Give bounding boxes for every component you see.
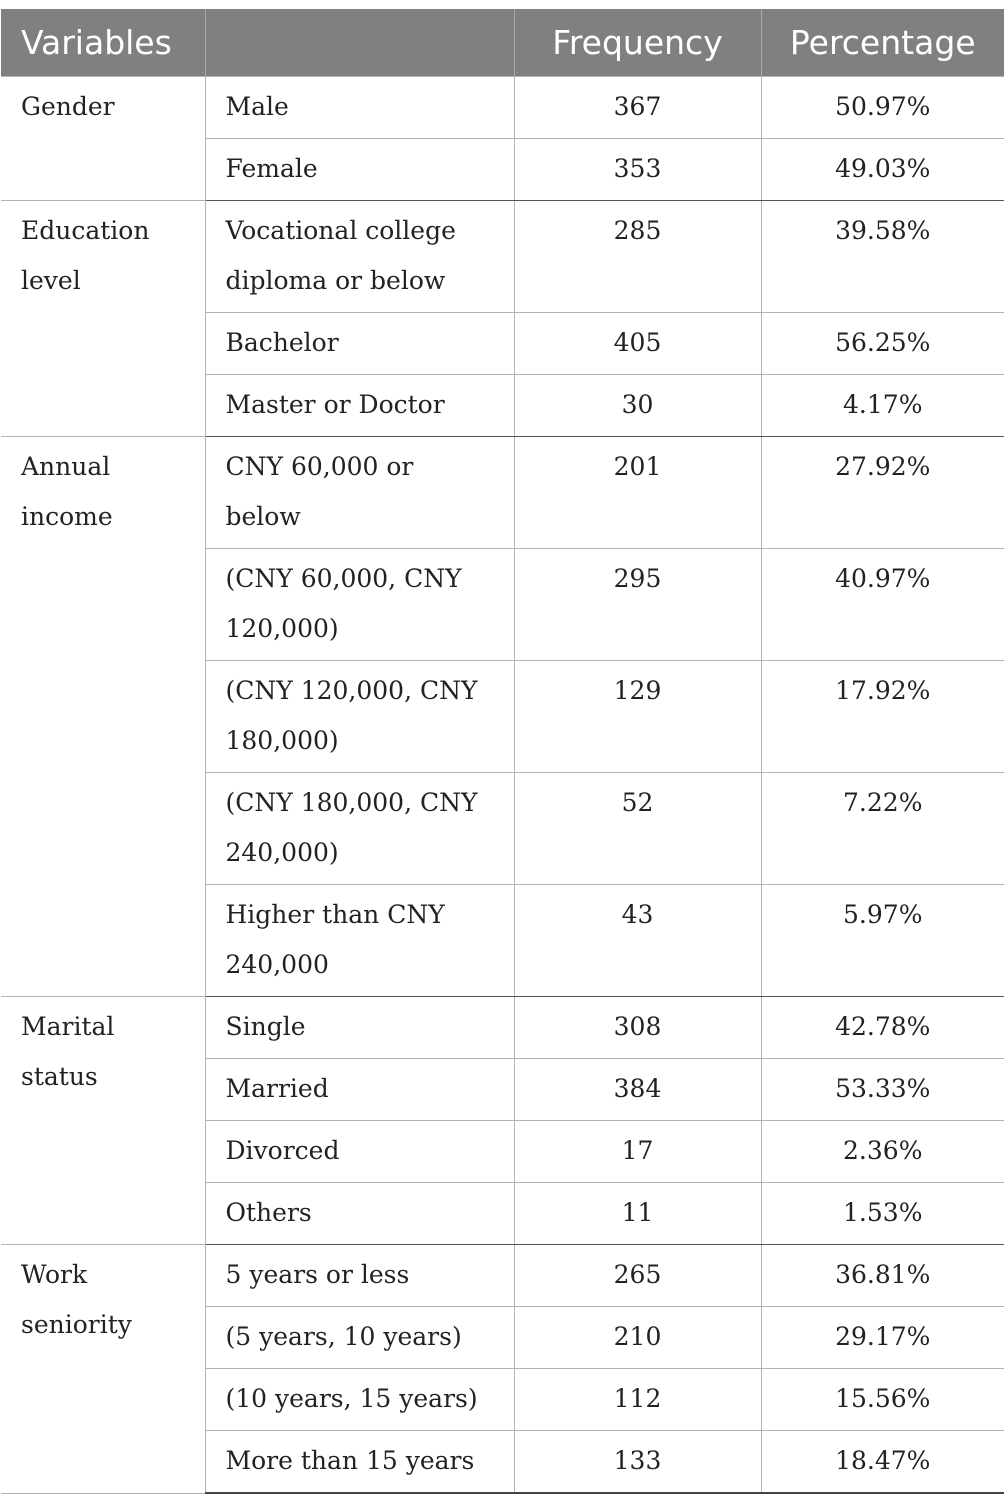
frequency-cell: 129: [514, 661, 761, 773]
percentage-cell: 49.03%: [761, 139, 1004, 201]
category-cell: Master or Doctor: [205, 375, 514, 437]
frequency-cell: 405: [514, 313, 761, 375]
percentage-cell: 7.22%: [761, 773, 1004, 885]
frequency-cell: 367: [514, 77, 761, 139]
variable-cell: Marital status: [1, 997, 205, 1245]
variable-cell: Gender: [1, 77, 205, 201]
table-row: [1, 1245, 1004, 1307]
variable-cell: Annual income: [1, 437, 205, 997]
frequency-cell: 112: [514, 1369, 761, 1431]
percentage-cell: 4.17%: [761, 375, 1004, 437]
frequency-cell: 52: [514, 773, 761, 885]
category-cell: Higher than CNY 240,000: [205, 885, 514, 997]
table-row: [1, 201, 1004, 313]
percentage-cell: 2.36%: [761, 1121, 1004, 1183]
percentage-cell: 50.97%: [761, 77, 1004, 139]
category-cell: (10 years, 15 years): [205, 1369, 514, 1431]
category-cell: More than 15 years: [205, 1431, 514, 1494]
table-body: [1, 77, 1004, 1494]
category-cell: (CNY 120,000, CNY 180,000): [205, 661, 514, 773]
category-cell: Divorced: [205, 1121, 514, 1183]
frequency-cell: 30: [514, 375, 761, 437]
frequency-cell: 17: [514, 1121, 761, 1183]
frequency-cell: 133: [514, 1431, 761, 1494]
frequency-cell: 384: [514, 1059, 761, 1121]
category-cell: Female: [205, 139, 514, 201]
percentage-cell: 53.33%: [761, 1059, 1004, 1121]
variable-cell: Work seniority: [1, 1245, 205, 1494]
category-cell: CNY 60,000 or below: [205, 437, 514, 549]
percentage-cell: 56.25%: [761, 313, 1004, 375]
percentage-cell: 39.58%: [761, 201, 1004, 313]
percentage-cell: 5.97%: [761, 885, 1004, 997]
header-percentage: Percentage: [761, 9, 1004, 77]
header-category: [205, 9, 514, 77]
frequency-cell: 210: [514, 1307, 761, 1369]
percentage-cell: 36.81%: [761, 1245, 1004, 1307]
percentage-cell: 42.78%: [761, 997, 1004, 1059]
frequency-cell: 43: [514, 885, 761, 997]
percentage-cell: 1.53%: [761, 1183, 1004, 1245]
percentage-cell: 29.17%: [761, 1307, 1004, 1369]
category-cell: (5 years, 10 years): [205, 1307, 514, 1369]
category-cell: Vocational college diploma or below: [205, 201, 514, 313]
header-row: [1, 9, 1004, 77]
frequency-cell: 265: [514, 1245, 761, 1307]
frequency-cell: 295: [514, 549, 761, 661]
header-frequency: Frequency: [514, 9, 761, 77]
header-variables: Variables: [1, 9, 205, 77]
frequency-cell: 353: [514, 139, 761, 201]
category-cell: Married: [205, 1059, 514, 1121]
frequency-cell: 11: [514, 1183, 761, 1245]
demographics-table: [1, 9, 1004, 1494]
table-row: [1, 997, 1004, 1059]
category-cell: Others: [205, 1183, 514, 1245]
percentage-cell: 17.92%: [761, 661, 1004, 773]
frequency-cell: 285: [514, 201, 761, 313]
percentage-cell: 40.97%: [761, 549, 1004, 661]
table-row: [1, 77, 1004, 139]
category-cell: (CNY 60,000, CNY 120,000): [205, 549, 514, 661]
category-cell: Single: [205, 997, 514, 1059]
percentage-cell: 27.92%: [761, 437, 1004, 549]
frequency-cell: 308: [514, 997, 761, 1059]
frequency-cell: 201: [514, 437, 761, 549]
percentage-cell: 18.47%: [761, 1431, 1004, 1494]
category-cell: Male: [205, 77, 514, 139]
category-cell: Bachelor: [205, 313, 514, 375]
percentage-cell: 15.56%: [761, 1369, 1004, 1431]
table-row: [1, 437, 1004, 549]
category-cell: (CNY 180,000, CNY 240,000): [205, 773, 514, 885]
variable-cell: Education level: [1, 201, 205, 437]
category-cell: 5 years or less: [205, 1245, 514, 1307]
table-header: [1, 9, 1004, 77]
